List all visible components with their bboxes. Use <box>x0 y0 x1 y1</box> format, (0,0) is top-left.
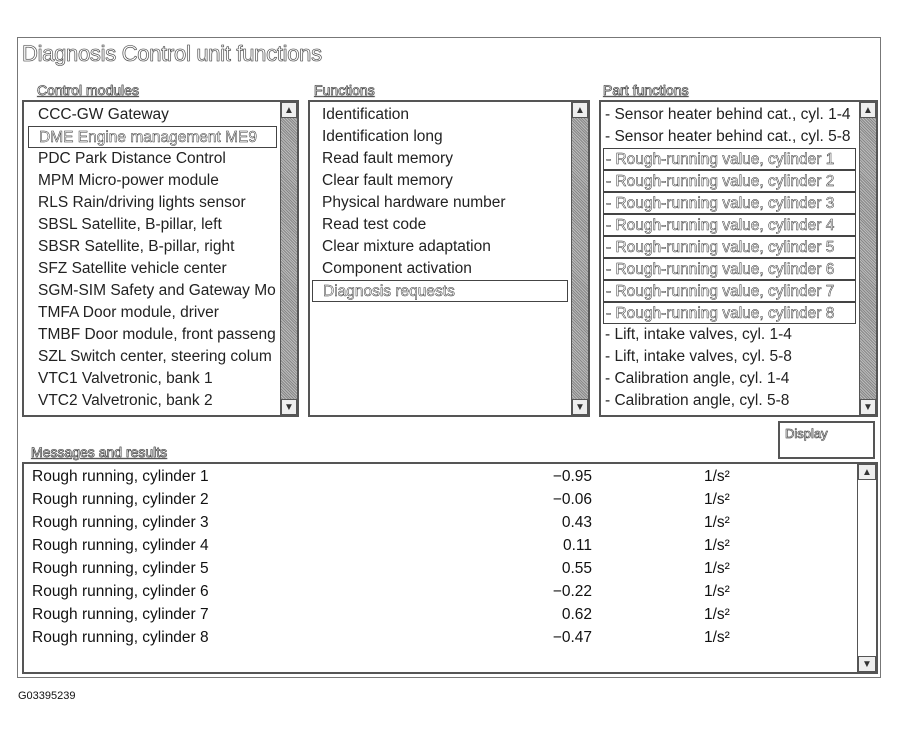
scroll-down-arrow-icon[interactable]: ▼ <box>281 399 297 415</box>
control-module-item-label: MPM Micro-power module <box>38 172 219 189</box>
part-function-item-label: - Sensor heater behind cat., cyl. 5-8 <box>605 128 851 145</box>
function-item[interactable] <box>312 148 568 170</box>
part-function-item[interactable] <box>603 170 856 192</box>
control-module-item[interactable] <box>28 104 277 126</box>
result-value: −0.06 <box>552 491 592 508</box>
result-unit: 1/s² <box>704 606 730 623</box>
control-module-item-label: VTC1 Valvetronic, bank 1 <box>38 370 213 387</box>
part-function-item[interactable] <box>603 104 856 126</box>
window-title: Diagnosis Control unit functions <box>22 41 322 66</box>
part-function-item-label: - Rough-running value, cylinder 3 <box>606 195 835 212</box>
part-function-item[interactable] <box>603 192 856 214</box>
control-module-item-label: DME Engine management ME9 <box>39 129 257 146</box>
part-function-item-label: - Lift, intake valves, cyl. 5-8 <box>605 348 792 365</box>
control-module-item-label: RLS Rain/driving lights sensor <box>38 194 246 211</box>
result-name: Rough running, cylinder 8 <box>32 629 209 646</box>
result-name: Rough running, cylinder 3 <box>32 514 209 531</box>
scroll-down-arrow-icon[interactable]: ▼ <box>572 399 588 415</box>
function-item[interactable] <box>312 170 568 192</box>
result-row <box>32 488 852 511</box>
function-item-label: Clear mixture adaptation <box>322 238 491 255</box>
result-row <box>32 465 852 488</box>
result-unit: 1/s² <box>704 468 730 485</box>
scroll-up-arrow-icon[interactable]: ▲ <box>860 102 876 118</box>
function-item-label: Component activation <box>322 260 472 277</box>
functions-scrollbar[interactable] <box>571 102 588 415</box>
control-module-item-label: PDC Park Distance Control <box>38 150 226 167</box>
control-module-item[interactable] <box>28 346 277 368</box>
control-module-item-label: SFZ Satellite vehicle center <box>38 260 227 277</box>
function-item-label: Clear fault memory <box>322 172 453 189</box>
function-item-label: Physical hardware number <box>322 194 506 211</box>
result-value: −0.22 <box>552 583 592 600</box>
function-item[interactable] <box>312 280 568 302</box>
part-functions-scrollbar[interactable] <box>859 102 876 415</box>
result-unit: 1/s² <box>704 491 730 508</box>
result-row <box>32 534 852 557</box>
control-module-item[interactable] <box>28 126 277 148</box>
control-module-item-label: VTC2 Valvetronic, bank 2 <box>38 392 213 409</box>
control-module-item[interactable] <box>28 214 277 236</box>
part-function-item-label: - Rough-running value, cylinder 1 <box>606 151 835 168</box>
function-item[interactable] <box>312 192 568 214</box>
control-module-item[interactable] <box>28 390 277 412</box>
control-module-item-label: SGM-SIM Safety and Gateway Mo <box>38 282 276 299</box>
control-module-item[interactable] <box>28 368 277 390</box>
result-row <box>32 557 852 580</box>
control-module-item[interactable] <box>28 324 277 346</box>
control-module-item-label: TMBF Door module, front passeng <box>38 326 276 343</box>
part-function-item-label: - Rough-running value, cylinder 4 <box>606 217 835 234</box>
part-function-item[interactable] <box>603 214 856 236</box>
function-item-label: Read test code <box>322 216 427 233</box>
result-row <box>32 511 852 534</box>
part-function-item-label: - Sensor heater behind cat., cyl. 1-4 <box>605 106 851 123</box>
results-scrollbar[interactable] <box>857 464 876 672</box>
function-item[interactable] <box>312 236 568 258</box>
control-modules-list[interactable] <box>22 100 299 417</box>
control-module-item[interactable] <box>28 302 277 324</box>
part-function-item[interactable] <box>603 346 856 368</box>
part-function-item[interactable] <box>603 258 856 280</box>
function-item[interactable] <box>312 214 568 236</box>
part-functions-list[interactable] <box>599 100 878 417</box>
part-function-item[interactable] <box>603 390 856 412</box>
result-unit: 1/s² <box>704 560 730 577</box>
scroll-up-arrow-icon[interactable]: ▲ <box>281 102 297 118</box>
result-name: Rough running, cylinder 5 <box>32 560 209 577</box>
result-value: −0.47 <box>552 629 592 646</box>
part-function-item[interactable] <box>603 302 856 324</box>
result-row <box>32 603 852 626</box>
part-function-item[interactable] <box>603 368 856 390</box>
control-modules-label: Control modules <box>37 82 139 98</box>
control-module-item-label: TMFA Door module, driver <box>38 304 219 321</box>
scroll-down-arrow-icon[interactable]: ▼ <box>860 399 876 415</box>
result-value: 0.62 <box>561 606 592 623</box>
result-name: Rough running, cylinder 1 <box>32 468 209 485</box>
part-function-item-label: - Rough-running value, cylinder 6 <box>606 261 835 278</box>
control-module-item[interactable] <box>28 148 277 170</box>
part-function-item-label: - Rough-running value, cylinder 8 <box>606 305 835 322</box>
part-function-item[interactable] <box>603 236 856 258</box>
part-function-item[interactable] <box>603 126 856 148</box>
function-item-label: Identification long <box>322 128 443 145</box>
result-value: −0.95 <box>552 468 592 485</box>
result-value: 0.43 <box>561 514 592 531</box>
control-module-item[interactable] <box>28 280 277 302</box>
part-function-item-label: - Rough-running value, cylinder 5 <box>606 239 835 256</box>
part-function-item[interactable] <box>603 148 856 170</box>
result-name: Rough running, cylinder 6 <box>32 583 209 600</box>
part-function-item-label: - Calibration angle, cyl. 5-8 <box>605 392 790 409</box>
figure-caption: G03395239 <box>18 690 76 702</box>
function-item-label: Diagnosis requests <box>323 283 455 300</box>
display-label: Display <box>785 426 828 441</box>
result-row <box>32 580 852 603</box>
scroll-up-arrow-icon[interactable]: ▲ <box>572 102 588 118</box>
result-unit: 1/s² <box>704 629 730 646</box>
functions-list[interactable] <box>308 100 590 417</box>
function-item-label: Identification <box>322 106 410 123</box>
messages-results-panel <box>22 462 878 674</box>
part-function-item-label: - Lift, intake valves, cyl. 1-4 <box>605 326 792 343</box>
result-name: Rough running, cylinder 4 <box>32 537 209 554</box>
part-function-item-label: - Rough-running value, cylinder 7 <box>606 283 835 300</box>
control-modules-scrollbar[interactable] <box>280 102 297 415</box>
function-item[interactable] <box>312 104 568 126</box>
control-module-item[interactable] <box>28 170 277 192</box>
control-module-item-label: SBSL Satellite, B-pillar, left <box>38 216 222 233</box>
control-module-item[interactable] <box>28 192 277 214</box>
function-item[interactable] <box>312 126 568 148</box>
control-module-item[interactable] <box>28 236 277 258</box>
result-unit: 1/s² <box>704 583 730 600</box>
part-function-item-label: - Rough-running value, cylinder 2 <box>606 173 835 190</box>
part-functions-label: Part functions <box>603 82 689 98</box>
functions-label: Functions <box>314 82 375 98</box>
control-module-item-label: CCC-GW Gateway <box>38 106 169 123</box>
result-value: 0.55 <box>561 560 592 577</box>
result-value: 0.11 <box>562 537 592 554</box>
scroll-down-arrow-icon[interactable]: ▼ <box>858 656 876 672</box>
part-function-item-label: - Calibration angle, cyl. 1-4 <box>605 370 790 387</box>
part-function-item[interactable] <box>603 280 856 302</box>
function-item-label: Read fault memory <box>322 150 453 167</box>
control-module-item-label: SBSR Satellite, B-pillar, right <box>38 238 235 255</box>
messages-label: Messages and results <box>31 444 168 460</box>
result-row <box>32 626 852 649</box>
part-function-item[interactable] <box>603 324 856 346</box>
function-item[interactable] <box>312 258 568 280</box>
result-name: Rough running, cylinder 2 <box>32 491 209 508</box>
scroll-up-arrow-icon[interactable]: ▲ <box>858 464 876 480</box>
result-name: Rough running, cylinder 7 <box>32 606 209 623</box>
result-unit: 1/s² <box>704 537 730 554</box>
control-module-item-label: SZL Switch center, steering colum <box>38 348 272 365</box>
display-button[interactable] <box>778 421 875 459</box>
control-module-item[interactable] <box>28 258 277 280</box>
result-unit: 1/s² <box>704 514 730 531</box>
